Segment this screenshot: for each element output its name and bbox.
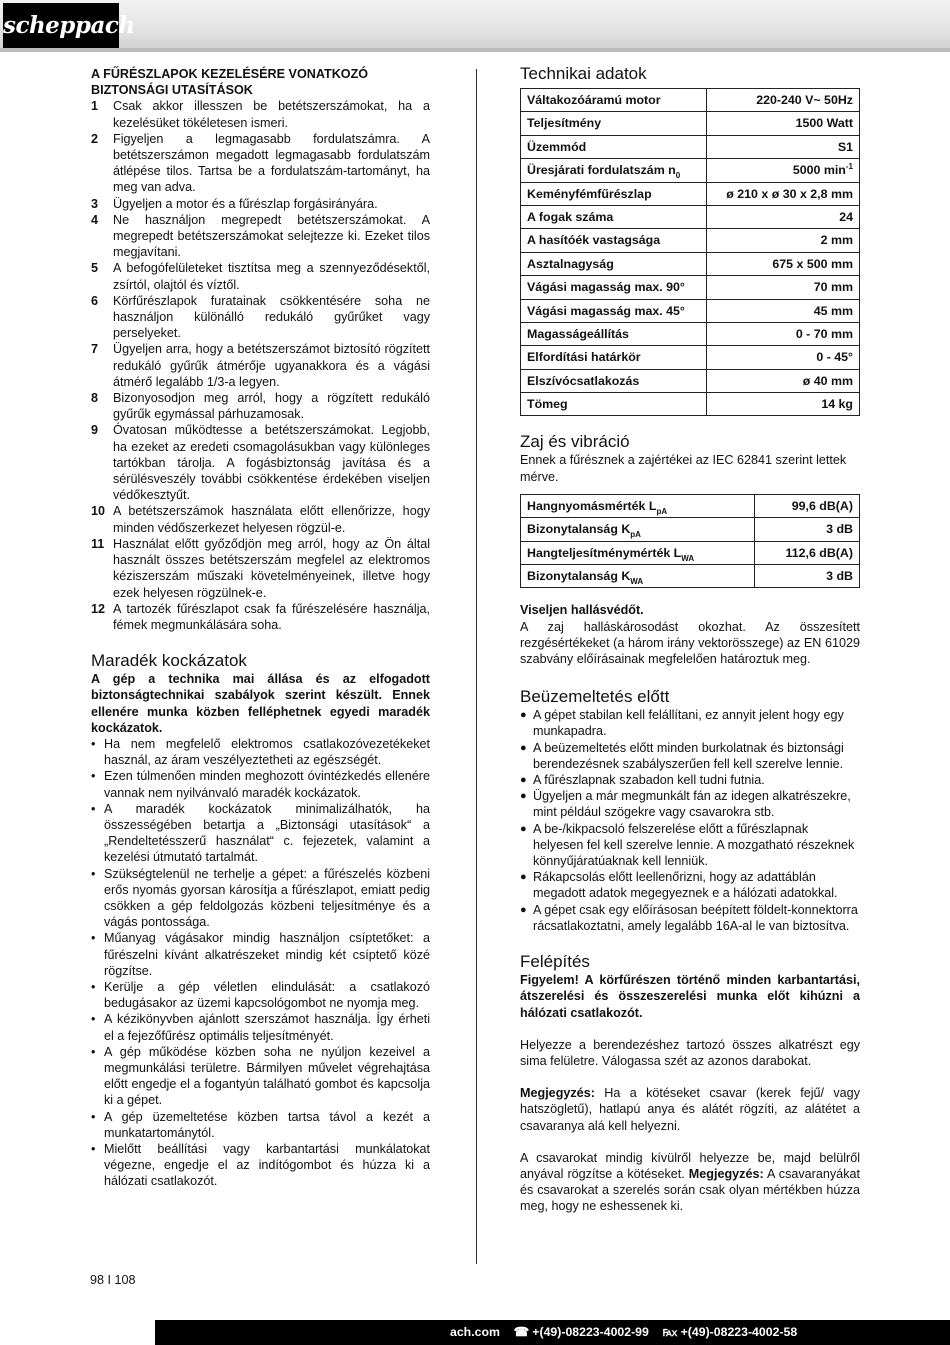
- spec-row-value: 0 - 70 mm: [707, 322, 860, 345]
- spec-row-label: Vágási magasság max. 45°: [521, 299, 707, 322]
- setup-item-text: A gépet csak egy előírásosan beépített földelt-konnektorra rácsatlakoztatni, amely legalább 16A-al le van biztosítva.: [533, 902, 858, 933]
- spec-row: [521, 393, 860, 416]
- spec-row-label: Teljesítmény: [521, 112, 707, 135]
- residual-item-text: Ezen túlmenően minden meghozott óvintézkedés ellenére vannak nem nyilvánvaló maradék kockázatok.: [104, 769, 430, 800]
- setup-item-text: A fűrészlapnak szabadon kell tudni futnia.: [533, 773, 765, 788]
- safety-item-text: Használat előtt győződjön meg arról, hogy az Ön által használt összes betétszerszám megfelel az elektromos kéziszerszám műszaki követelményeinek, illetve hogy ezek helyesen rögzülnek-e.: [113, 536, 430, 600]
- spec-row-value: 45 mm: [707, 299, 860, 322]
- spec-row: [521, 205, 860, 228]
- setup-item: [520, 902, 860, 934]
- safety-item-text: Körfűrészlapok furatainak csökkentésére soha ne használjon különálló redukáló gyűrűket vagy perselyeket.: [113, 293, 430, 341]
- residual-item-text: Kerülje a gép véletlen elindulását: a csatlakozó bedugásakor az üzemi kapcsológombot ne nyomja meg.: [104, 979, 430, 1011]
- safety-item: [91, 131, 430, 196]
- residual-item-text: Szükségtelenül ne terhelje a gépet: a fűrészelés közbeni erős nyomás gyorsan károsítja a fűrészlapot, emiatt pedig csökken a gép feldolgozás közbeni teljesítménye és a vágás pontossága.: [104, 866, 430, 930]
- noise-row-value: 3 dB: [755, 518, 860, 541]
- safety-item-number: 10: [91, 504, 106, 519]
- spec-row: [521, 276, 860, 299]
- safety-item-number: 8: [91, 391, 99, 406]
- setup-title: Beüzemeltetés előtt: [520, 687, 670, 707]
- spec-row: [521, 346, 860, 369]
- bullet-icon: ●: [520, 903, 527, 916]
- residual-item: [91, 930, 430, 979]
- tech-title: Technikai adatok: [520, 64, 647, 83]
- safety-item-text: Figyeljen a legmagasabb fordulatszámra. A betétszerszámon megadott legmagasabb fordulatszám átlépése tilos. Tartsa be a fordulatszám-tartományt, ha meg van adva.: [113, 131, 430, 195]
- bullet-icon: •: [91, 801, 96, 816]
- residual-title: Maradék kockázatok: [91, 651, 247, 671]
- noise-row-value: 112,6 dB(A): [755, 541, 860, 564]
- noise-intro: Ennek a fűrésznek a zajértékei az IEC 62841 szerint lettek mérve.: [520, 453, 847, 484]
- bullet-icon: ●: [520, 822, 527, 835]
- bullet-icon: •: [91, 1012, 96, 1027]
- bullet-icon: ●: [520, 709, 527, 722]
- setup-item: [520, 740, 860, 772]
- spec-row-label: Magasságeállítás: [521, 322, 707, 345]
- spec-row-value: ø 210 x ø 30 x 2,8 mm: [707, 182, 860, 205]
- noise-row-label: Bizonytalanság $K_{WA}$: [521, 565, 755, 588]
- spec-row: [521, 112, 860, 135]
- noise-row: [521, 518, 860, 541]
- safety-item: [91, 422, 430, 503]
- residual-item: [91, 768, 430, 800]
- safety-item-number: 2: [91, 131, 99, 146]
- header-divider: [0, 48, 950, 52]
- spec-row: [521, 369, 860, 392]
- residual-item: [91, 801, 430, 866]
- safety-item-text: Ügyeljen a motor és a fűrészlap forgásirányára.: [113, 196, 378, 211]
- safety-item-number: 11: [91, 536, 105, 551]
- residual-item-text: A gép üzemeltetése közben tartsa távol a kezét a munkatartománytól.: [104, 1109, 430, 1140]
- residual-item: [91, 1141, 430, 1190]
- safety-item: [91, 98, 430, 130]
- residual-item-text: A gép működése közben soha ne nyúljon kezeivel a megmunkálási területre. Bármilyen művelet végrehajtása előtt engedje el a fogantyún található gombot és kapcsolja ki a gépet.: [104, 1044, 430, 1108]
- safety-item-number: 1: [91, 99, 99, 114]
- spec-row-label: Üzemmód: [521, 135, 707, 158]
- bullet-icon: ●: [520, 741, 527, 754]
- safety-item: [91, 196, 430, 212]
- assembly-warning: Figyelem! A körfűrészen történő minden karbantartási, átszerelési és összeszerelési munka előt kihúzni a hálózati csatlakozót.: [520, 973, 860, 1020]
- bullet-icon: •: [91, 1109, 96, 1124]
- noise-row-label: Hangteljesítménymérték $L_{WA}$: [521, 541, 755, 564]
- safety-item-number: 9: [91, 423, 99, 438]
- safety-item: [91, 341, 430, 390]
- setup-item-text: A be-/kikpacsoló felszerelése előtt a fűrészlapnak helyesen fel kell szerelve lennie. A mozgatható részeknek könnyűjáratúaknak kell lenniük.: [533, 821, 855, 869]
- spec-row-label: Váltakozóáramú motor: [521, 89, 707, 112]
- spec-row-label: A fogak száma: [521, 205, 707, 228]
- setup-item: [520, 788, 860, 820]
- spec-row: [521, 252, 860, 275]
- spec-row-label: Elfordítási határkör: [521, 346, 707, 369]
- safety-title: A FŰRÉSZLAPOK KEZELÉSÉRE VONATKOZÓ BIZTONSÁGI UTASÍTÁSOK: [91, 67, 369, 98]
- bullet-icon: •: [91, 1044, 96, 1059]
- bullet-icon: •: [91, 1142, 96, 1156]
- spec-row: [521, 159, 860, 182]
- safety-item: [91, 503, 430, 535]
- bullet-icon: •: [91, 931, 96, 946]
- safety-item-number: 3: [91, 196, 99, 211]
- safety-item-text: Bizonyosodjon meg arról, hogy a rögzített redukáló gyűrűk egymással párhuzamosak.: [113, 391, 430, 422]
- note-label: Megjegyzés:: [688, 1166, 764, 1181]
- setup-item: [520, 869, 860, 901]
- spec-row-label: Tömeg: [521, 393, 707, 416]
- residual-intro: A gép a technika mai állása és az elfogadott biztonságtechnikai szabályok szerint készült. Ennek ellenére munka közben felléphetnek egyedi maradék kockázatok.: [91, 672, 430, 735]
- safety-item-number: 7: [91, 342, 99, 357]
- residual-item: [91, 736, 430, 768]
- spec-row-label: Vágási magasság max. 90°: [521, 276, 707, 299]
- spec-row-value: 1500 Watt: [707, 112, 860, 135]
- noise-title: Zaj és vibráció: [520, 432, 630, 452]
- spec-row-value: 70 mm: [707, 276, 860, 299]
- spec-row-value: 2 mm: [707, 229, 860, 252]
- footer-fax: ℻ +(49)-08223-4002-58: [662, 1325, 798, 1339]
- note-label: Megjegyzés:: [520, 1086, 595, 1101]
- brand-logo: scheppach: [3, 3, 119, 48]
- spec-row-value: ø 40 mm: [707, 369, 860, 392]
- hearing-title: Viseljen hallásvédőt.: [520, 603, 644, 618]
- bullet-icon: •: [91, 736, 96, 751]
- assembly-paragraph-3: A csavarokat mindig kívülről helyezze be, majd belülről anyával rögzítse a kötéseket. Megjegyzés: A csavaranyákat és csavarokat a szerelés során csak olyan mértékben húzza meg, hogy ne eshessenek ki.: [520, 1150, 860, 1214]
- spec-row-label: Asztalnagyság: [521, 252, 707, 275]
- safety-list: [91, 98, 430, 633]
- noise-row: [521, 494, 860, 517]
- page-header: [0, 0, 950, 52]
- safety-item-text: Ügyeljen arra, hogy a betétszerszámot biztosító rögzített redukáló gyűrűk átmérője ugyanakkora és a vágási átmérő legalább 1/3-a legyen.: [113, 342, 430, 389]
- safety-item-text: A befogófelületeket tisztítsa meg a szennyeződésektől, zsírtól, olajtól és víztől.: [113, 261, 430, 292]
- safety-item-text: A betétszerszámok használata előtt ellenőrizze, hogy minden védőszerkezet helyesen rögzül-e.: [113, 504, 430, 535]
- assembly-paragraph-2: Megjegyzés: Ha a kötéseket csavar (kerek fejű/ vagy hatszögletű), hatlapú anya és alátét rögzíti, az alátétet a csavaranya alá kell helyezni.: [520, 1086, 860, 1133]
- setup-list: [520, 707, 860, 934]
- spec-row-label: A hasítóék vastagsága: [521, 229, 707, 252]
- residual-list: [91, 736, 430, 1190]
- spec-row-label: Keményfémfűrészlap: [521, 182, 707, 205]
- residual-item: [91, 1109, 430, 1141]
- residual-item: [91, 1044, 430, 1109]
- spec-row-label: Elszívócsatlakozás: [521, 369, 707, 392]
- setup-item: [520, 707, 860, 739]
- spec-row: [521, 322, 860, 345]
- footer-contact: [450, 1320, 797, 1345]
- setup-item-text: Ügyeljen a már megmunkált fán az idegen alkatrészekre, mint például szögekre vagy csavarokra stb.: [533, 789, 851, 820]
- noise-row-value: 99,6 dB(A): [755, 494, 860, 517]
- bullet-icon: •: [91, 769, 96, 784]
- setup-item: [520, 772, 860, 788]
- residual-item: [91, 979, 430, 1011]
- safety-item-text: Óvatosan működtesse a betétszerszámokat. Legjobb, ha ezeket az eredeti csomagolásukban vagy különleges tartókban tárolja. A fogásbiztonság javítása és a sérülésveszély további csökkentése érdekében viseljen védőkesztyűt.: [113, 423, 430, 503]
- residual-item-text: Ha nem megfelelő elektromos csatlakozóvezetékeket használ, az áram veszélyeztetheti az egészségét.: [104, 736, 430, 768]
- safety-item-text: A tartozék fűrészlapot csak fa fűrészelésére használja, fémek megmunkálására soha.: [113, 601, 430, 632]
- spec-row-value: S1: [707, 135, 860, 158]
- safety-item: [91, 390, 430, 422]
- left-column: [91, 66, 430, 1190]
- safety-item: [91, 260, 430, 292]
- residual-item-text: Mielőtt beállítási vagy karbantartási munkálatokat végezne, engedje el az indítógombot és húzza ki a hálózati csatlakozót.: [104, 1142, 430, 1189]
- footer-phone: ☎ +(49)-08223-4002-99: [513, 1325, 649, 1339]
- spec-row-value: 220-240 V~ 50Hz: [707, 89, 860, 112]
- spec-row-value: 14 kg: [707, 393, 860, 416]
- safety-item-text: Ne használjon megrepedt betétszerszámokat. A megrepedt betétszerszámokat selejtezze ki. Ezeket tilos megjavítani.: [113, 212, 430, 260]
- footer-web: ach.com: [450, 1325, 500, 1339]
- noise-row-label: Hangnyomásmérték $L_{pA}$: [521, 494, 755, 517]
- spec-row: [521, 182, 860, 205]
- spec-row: [521, 299, 860, 322]
- safety-item: [91, 536, 430, 601]
- spec-row-value: 675 x 500 mm: [707, 252, 860, 275]
- residual-item: [91, 866, 430, 931]
- spec-row: [521, 89, 860, 112]
- safety-item-text: Csak akkor illesszen be betétszerszámokat, ha a kezelésüket tökéletesen ismeri.: [113, 99, 430, 130]
- residual-item-text: A maradék kockázatok minimalizálhatók, ha összességében betartja a „Biztonsági utasítások“ a „Rendeltetésszerű használat“ c. fejezetek, valamint a kezelési útmutató tartalmát.: [104, 801, 430, 865]
- safety-item: [91, 212, 430, 261]
- noise-row-label: Bizonytalanság $K_{pA}$: [521, 518, 755, 541]
- safety-item-number: 5: [91, 261, 99, 276]
- hearing-text: A zaj halláskárosodást okozhat. Az összesített rezgésértékeket (a három irány vektorösszege) az EN 61029 szabvány előírásainak megfelelően határoztuk meg.: [520, 619, 860, 667]
- safety-item-number: 4: [91, 212, 99, 227]
- page-footer: [0, 1320, 950, 1345]
- spec-row-value: 0 - 45°: [707, 346, 860, 369]
- noise-table: [520, 494, 860, 589]
- spec-row-value: 5000 $\min^{-1}$: [707, 159, 860, 182]
- residual-item-text: Műanyag vágásakor mindig használjon csíptetőket: a fűrészelni kívánt alkatrészeket mindig két csíptető közé rögzítse.: [104, 931, 430, 978]
- assembly-paragraph-1: Helyezze a berendezéshez tartozó összes alkatrészt egy sima felületre. Válogassa szét az azonos darabokat.: [520, 1037, 860, 1068]
- safety-item: [91, 293, 430, 342]
- bullet-icon: •: [91, 866, 96, 881]
- spec-row: [521, 229, 860, 252]
- setup-item-text: A beüzemeltetés előtt minden burkolatnak és biztonsági berendezésnek szabályszerűen fell kell szerelve lennie.: [533, 740, 844, 771]
- residual-item-text: A kézikönyvben ajánlott szerszámot használja. Így érheti el a fejezőfűrész optimális teljesítményét.: [104, 1012, 430, 1043]
- right-column: [520, 64, 860, 1215]
- safety-item-number: 12: [91, 601, 106, 616]
- setup-item: [520, 821, 860, 870]
- spec-row: [521, 135, 860, 158]
- setup-item-text: Rákapcsolás előtt leellenőrizni, hogy az adattáblán megadott adatok megegyeznek e a hálózati adatokkal.: [533, 870, 838, 901]
- bullet-icon: ●: [520, 790, 527, 803]
- column-divider: [476, 69, 477, 1264]
- spec-table: [520, 88, 860, 416]
- assembly-title: Felépítés: [520, 952, 590, 972]
- spec-row-value: 24: [707, 205, 860, 228]
- safety-item-number: 6: [91, 293, 99, 308]
- setup-item-text: A gépet stabilan kell felállítani, ez annyit jelent hogy egy munkapadra.: [533, 708, 844, 739]
- residual-item: [91, 1011, 430, 1043]
- bullet-icon: ●: [520, 871, 527, 884]
- bullet-icon: ●: [520, 774, 527, 787]
- spec-row-label: Üresjárati fordulatszám $n_0$: [521, 159, 707, 182]
- page-number: 98 I 108: [90, 1273, 136, 1287]
- noise-row: [521, 565, 860, 588]
- noise-row-value: 3 dB: [755, 565, 860, 588]
- bullet-icon: •: [91, 979, 96, 994]
- noise-row: [521, 541, 860, 564]
- safety-item: [91, 601, 430, 633]
- footer-blank: [0, 1320, 155, 1345]
